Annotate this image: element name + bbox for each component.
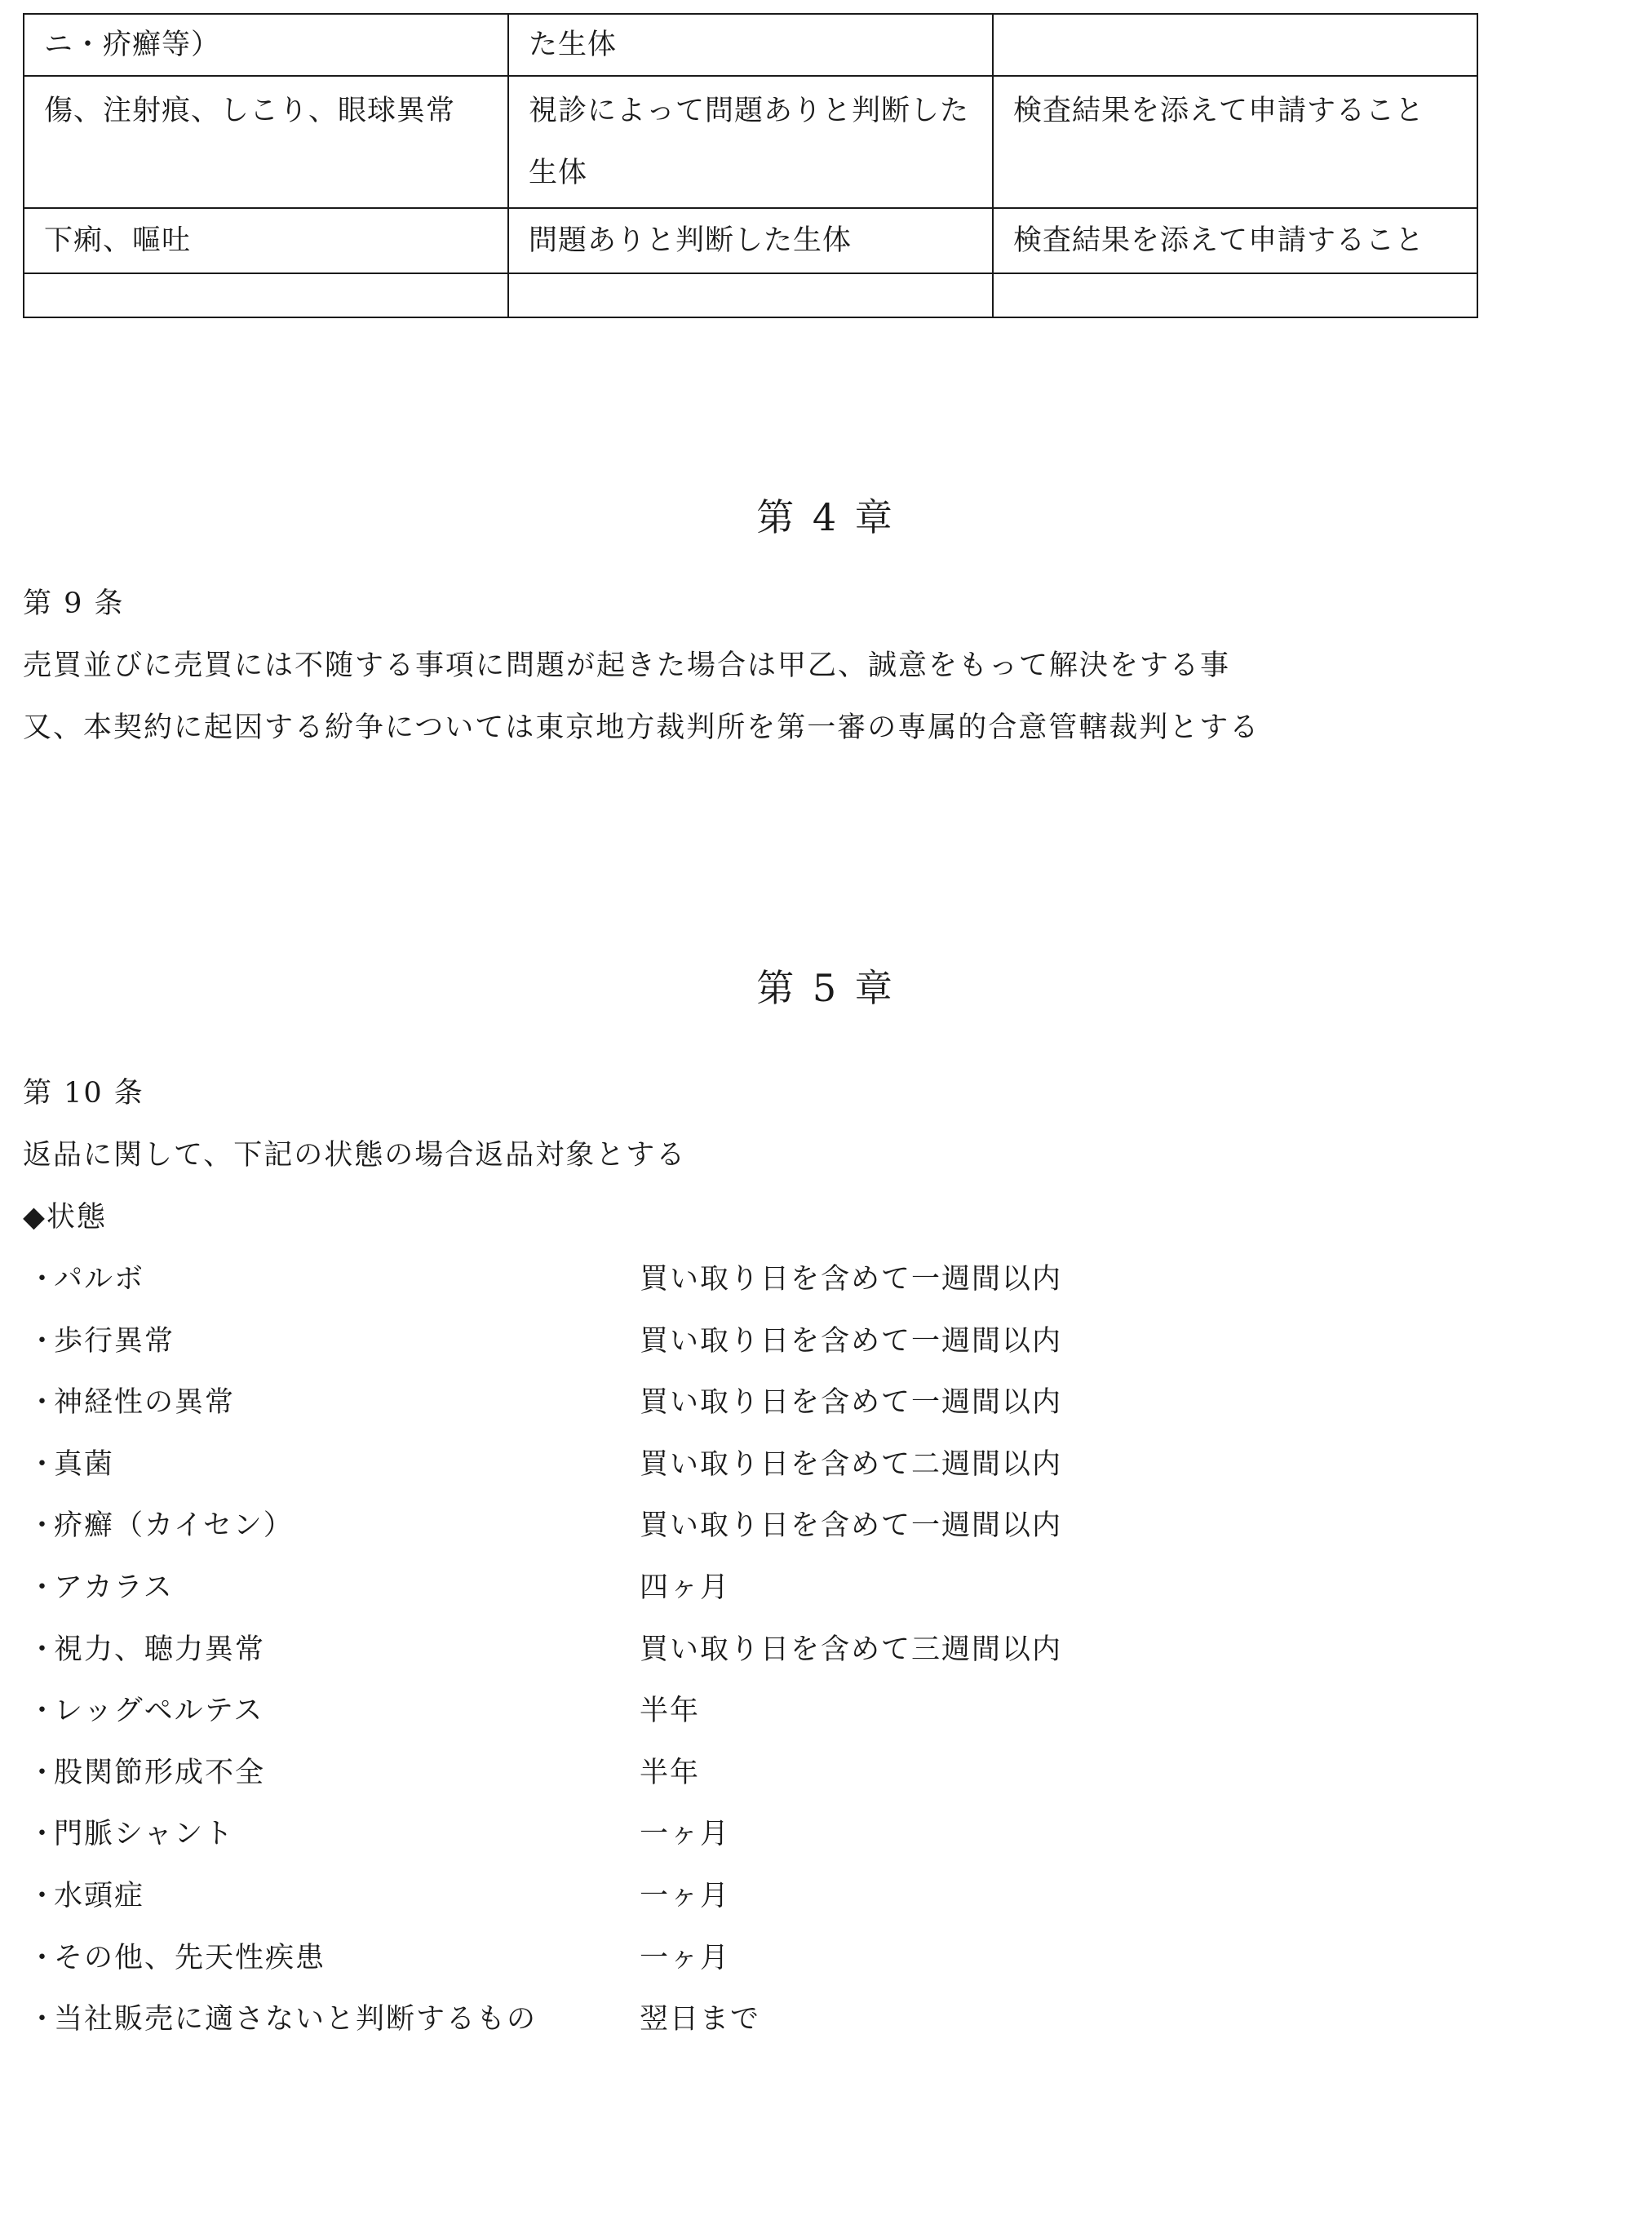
chapter-4-heading: 第 4 章 <box>756 495 896 539</box>
bullet: ・ <box>28 1447 59 1481</box>
table-cell <box>993 14 1477 76</box>
list-item <box>23 1750 1165 1812</box>
article-10-intro: 返品に関して、下記の状態の場合返品対象とする <box>23 1139 687 1172</box>
list-item <box>23 1935 1165 1997</box>
bullet: ・ <box>28 1879 59 1912</box>
condition-name: 歩行異常 <box>54 1324 175 1358</box>
list-item <box>23 1380 1165 1442</box>
condition-period: 買い取り日を含めて一週間以内 <box>640 1509 1063 1543</box>
article-9-title: 第 9 条 <box>23 587 125 620</box>
table-row <box>24 14 1477 76</box>
table-cell: 傷、注射痕、しこり、眼球異常 <box>24 76 508 208</box>
condition-period: 買い取り日を含めて三週間以内 <box>640 1633 1063 1666</box>
table-cell: 下痢、嘔吐 <box>24 208 508 273</box>
condition-period: 買い取り日を含めて一週間以内 <box>640 1386 1063 1420</box>
condition-period: 半年 <box>640 1695 701 1728</box>
table-cell: た生体 <box>508 14 993 76</box>
chapter-5-heading: 第 5 章 <box>756 966 896 1010</box>
article-10-title: 第 10 条 <box>23 1077 144 1110</box>
state-heading: ◆状態 <box>23 1201 107 1234</box>
condition-period: 翌日まで <box>640 2003 761 2036</box>
condition-name: 水頭症 <box>54 1879 145 1912</box>
list-item <box>23 1503 1165 1565</box>
table-row <box>24 208 1477 273</box>
list-item <box>23 1688 1165 1750</box>
list-item <box>23 1811 1165 1873</box>
list-item <box>23 1565 1165 1627</box>
condition-period: 買い取り日を含めて一週間以内 <box>640 1324 1063 1358</box>
bullet: ・ <box>28 1571 59 1604</box>
bullet: ・ <box>28 1263 59 1296</box>
bullet: ・ <box>28 2003 59 2036</box>
condition-period: 一ヶ月 <box>640 1879 731 1912</box>
condition-name: 真菌 <box>54 1447 115 1481</box>
condition-name: 神経性の異常 <box>54 1386 236 1420</box>
condition-name: 股関節形成不全 <box>54 1756 266 1789</box>
table-cell: 検査結果を添えて申請すること <box>993 208 1477 273</box>
table-row <box>24 273 1477 317</box>
table-cell: 検査結果を添えて申請すること <box>993 76 1477 208</box>
condition-name: 門脈シャント <box>54 1818 235 1851</box>
article-9-line-1: 売買並びに売買には不随する事項に問題が起きた場合は甲乙、誠意をもって解決をする事 <box>23 649 1231 682</box>
table-cell <box>993 273 1477 317</box>
condition-period: 一ヶ月 <box>640 1818 731 1851</box>
table-cell: 視診によって問題ありと判断した生体 <box>508 76 993 208</box>
list-item <box>23 1318 1165 1380</box>
condition-name: 視力、聴力異常 <box>54 1633 266 1666</box>
list-item <box>23 1873 1165 1935</box>
condition-name: 疥癬（カイセン） <box>54 1509 294 1543</box>
table-cell <box>508 273 993 317</box>
table-cell <box>24 273 508 317</box>
condition-period: 買い取り日を含めて二週間以内 <box>640 1447 1063 1481</box>
bullet: ・ <box>28 1633 59 1666</box>
condition-period: 買い取り日を含めて一週間以内 <box>640 1263 1063 1296</box>
condition-name: レッグペルテス <box>54 1695 264 1728</box>
condition-name: その他、先天性疾患 <box>54 1941 326 1974</box>
condition-name: アカラス <box>54 1571 174 1604</box>
symptom-table <box>23 13 1478 318</box>
condition-name: 当社販売に適さないと判断するもの <box>54 2003 538 2036</box>
list-item <box>23 1442 1165 1504</box>
article-9-line-2: 又、本契約に起因する紛争については東京地方裁判所を第一審の専属的合意管轄裁判とする <box>23 711 1260 744</box>
list-item <box>23 1996 1165 2058</box>
condition-period: 半年 <box>640 1756 701 1789</box>
condition-name: パルボ <box>54 1263 145 1296</box>
condition-period: 一ヶ月 <box>640 1941 731 1974</box>
bullet: ・ <box>28 1695 59 1728</box>
condition-period: 四ヶ月 <box>640 1571 731 1604</box>
bullet: ・ <box>28 1509 59 1543</box>
bullet: ・ <box>28 1818 59 1851</box>
list-item <box>23 1256 1165 1318</box>
bullet: ・ <box>28 1324 59 1358</box>
bullet: ・ <box>28 1756 59 1789</box>
bullet: ・ <box>28 1386 59 1420</box>
return-conditions-list <box>23 1256 1165 2058</box>
table-row <box>24 76 1477 208</box>
bullet: ・ <box>28 1941 59 1974</box>
list-item <box>23 1627 1165 1689</box>
table-cell: ニ・疥癬等） <box>24 14 508 76</box>
table-cell: 問題ありと判断した生体 <box>508 208 993 273</box>
